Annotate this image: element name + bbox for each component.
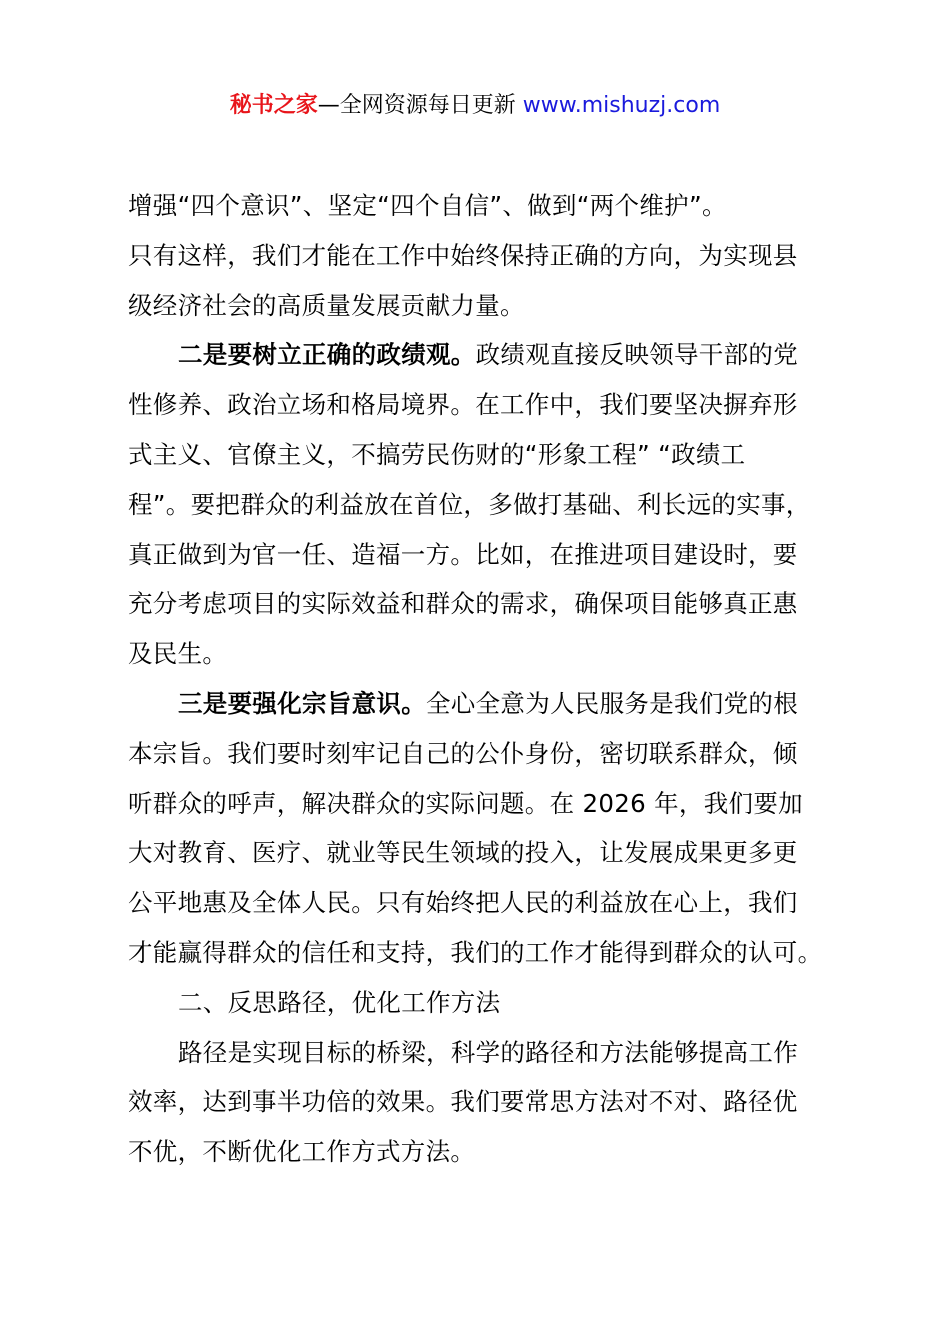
header-tagline: —全网资源每日更新 — [317, 93, 523, 118]
text-line — [128, 1127, 858, 1177]
text-line — [128, 1077, 858, 1127]
bold-lead: 二是要树立正确的政绩观。 — [178, 340, 476, 370]
line-text: 二、反思路径，优化工作方法 — [178, 987, 501, 1017]
line-text: 公平地惠及全体人民。只有始终把人民的利益放在心上，我们 — [128, 888, 798, 918]
text-line — [128, 629, 858, 679]
text-line — [128, 380, 858, 430]
line-text: 不优，不断优化工作方式方法。 — [128, 1137, 476, 1167]
line-text: 本宗旨。我们要时刻牢记自己的公仆身份，密切联系群众，倾 — [128, 738, 798, 768]
line-text: 全心全意为人民服务是我们党的根 — [426, 688, 798, 718]
line-text: 只有这样，我们才能在工作中始终保持正确的方向，为实现县 — [128, 240, 798, 270]
header-url[interactable]: www.mishuzj.com — [522, 93, 721, 118]
text-line — [128, 281, 858, 331]
text-line — [128, 480, 858, 530]
text-line — [128, 779, 858, 829]
text-line — [128, 231, 858, 281]
text-line — [128, 729, 858, 779]
document-body — [128, 181, 858, 1177]
line-text: 式主义、官僚主义，不搞劳民伤财的“形象工程” “政绩工 — [128, 439, 746, 469]
text-line — [128, 181, 858, 231]
text-line — [128, 430, 858, 480]
line-text: 级经济社会的高质量发展贡献力量。 — [128, 290, 525, 320]
line-text: 及民生。 — [128, 639, 228, 669]
line-text: 充分考虑项目的实际效益和群众的需求，确保项目能够真正惠 — [128, 589, 798, 619]
text-line — [128, 928, 858, 978]
line-text: 政绩观直接反映领导干部的党 — [475, 340, 799, 370]
text-line — [128, 330, 858, 380]
line-text: 性修养、政治立场和格局境界。在工作中，我们要坚决摒弃形 — [128, 390, 798, 420]
text-line — [128, 530, 858, 580]
line-text: 增强“四个意识”、坚定“四个自信”、做到“两个维护”。 — [128, 191, 727, 220]
brand-name: 秘书之家 — [229, 93, 318, 118]
text-line — [128, 679, 858, 729]
text-line — [128, 828, 858, 878]
text-line — [128, 579, 858, 629]
page-header — [0, 88, 950, 119]
line-text: 路径是实现目标的桥梁，科学的路径和方法能够提高工作 — [178, 1037, 798, 1067]
line-text: 程”。要把群众的利益放在首位，多做打基础、利长远的实事， — [128, 489, 811, 519]
line-text: 大对教育、医疗、就业等民生领域的投入，让发展成果更多更 — [128, 838, 798, 868]
text-line — [128, 878, 858, 928]
line-text: 真正做到为官一任、造福一方。比如，在推进项目建设时，要 — [128, 539, 798, 569]
text-line — [128, 1028, 858, 1078]
line-text: 效率，达到事半功倍的效果。我们要常思方法对不对、路径优 — [128, 1087, 798, 1117]
line-text: 听群众的呼声，解决群众的实际问题。在 2026 年，我们要加 — [128, 788, 803, 818]
text-line — [128, 978, 858, 1028]
line-text: 才能赢得群众的信任和支持，我们的工作才能得到群众的认可。 — [128, 937, 823, 967]
bold-lead: 三是要强化宗旨意识。 — [178, 688, 426, 718]
